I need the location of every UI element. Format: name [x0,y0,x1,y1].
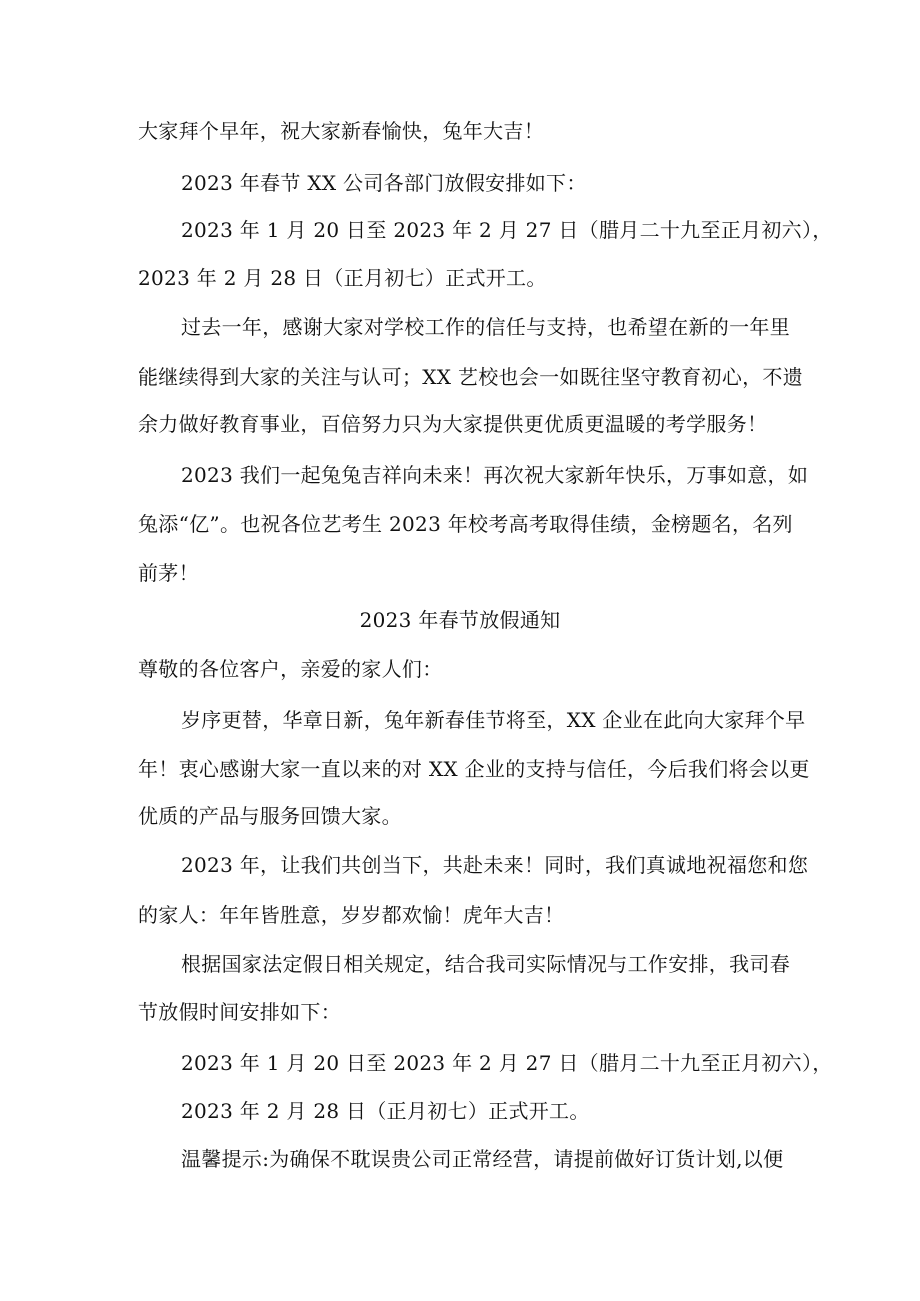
paragraph-line: 前茅！ [138,561,199,585]
paragraph-line: 2023 年 1 月 20 日至 2023 年 2 月 27 日（腊月二十九至正月初六）， [181,1051,833,1075]
paragraph-line: 大家拜个早年，祝大家新春愉快，兔年大吉！ [138,119,544,143]
paragraph-line: 的家人：年年皆胜意，岁岁都欢愉！虎年大吉！ [138,903,565,927]
salutation: 尊敬的各位客户，亲爱的家人们： [138,657,443,681]
paragraph-line: 年！衷心感谢大家一直以来的对 XX 企业的支持与信任，今后我们将会以更 [138,757,810,781]
paragraph-line: 2023 年春节 XX 公司各部门放假安排如下： [181,171,587,195]
paragraph-line: 岁序更替，华章日新，兔年新春佳节将至，XX 企业在此向大家拜个早 [181,708,806,732]
paragraph-line: 2023 年，让我们共创当下，共赴未来！同时，我们真诚地祝福您和您 [181,853,809,877]
paragraph-line: 能继续得到大家的关注与认可；XX 艺校也会一如既往坚守教育初心，不遗 [138,365,804,389]
paragraph-line: 2023 年 2 月 28 日（正月初七）正式开工。 [181,1099,590,1123]
paragraph-line: 2023 我们一起兔兔吉祥向未来！再次祝大家新年快乐，万事如意，如 [181,463,809,487]
paragraph-line: 余力做好教育事业，百倍努力只为大家提供更优质更温暖的考学服务！ [138,412,768,436]
paragraph-line: 过去一年，感谢大家对学校工作的信任与支持，也希望在新的一年里 [181,315,790,339]
paragraph-line: 节放假时间安排如下： [138,1000,341,1024]
paragraph-line: 优质的产品与服务回馈大家。 [138,804,402,828]
paragraph-line: 根据国家法定假日相关规定，结合我司实际情况与工作安排，我司春 [181,952,790,976]
paragraph-line: 兔添“亿”。也祝各位艺考生 2023 年校考高考取得佳绩，金榜题名，名列 [138,512,793,536]
notice-title: 2023 年春节放假通知 [359,608,561,632]
paragraph-line: 2023 年 2 月 28 日（正月初七）正式开工。 [138,266,547,290]
paragraph-line: 2023 年 1 月 20 日至 2023 年 2 月 27 日（腊月二十九至正月初六）， [181,218,833,242]
paragraph-line: 温馨提示:为确保不耽误贵公司正常经营，请提前做好订货计划,以便 [181,1147,784,1171]
